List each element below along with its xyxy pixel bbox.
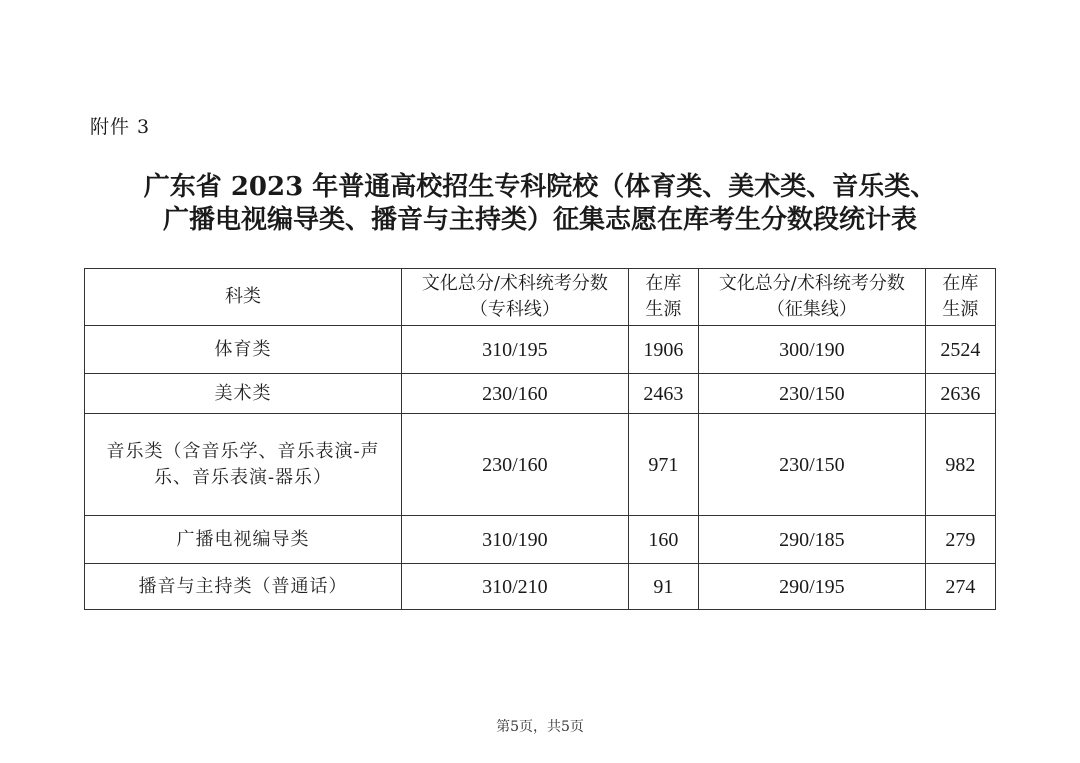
table-row — [85, 414, 996, 516]
pool-count-cell: 2636 — [925, 374, 995, 414]
pool-count-cell: 160 — [628, 516, 698, 564]
zhengji-score-cell: 230/150 — [698, 414, 925, 516]
header-pool-zhengji: 在库 生源 — [925, 269, 995, 326]
document-title-line-2: 广播电视编导类、播音与主持类）征集志愿在库考生分数段统计表 — [162, 205, 917, 235]
zhengji-score-cell: 300/190 — [698, 326, 925, 374]
zhengji-score-cell: 290/195 — [698, 564, 925, 610]
table-row — [85, 326, 996, 374]
pool-count-cell: 2524 — [925, 326, 995, 374]
header-zhuanke-line: 文化总分/术科统考分数 （专科线） — [402, 269, 629, 326]
table-header-row — [85, 269, 996, 326]
pool-count-cell: 2463 — [628, 374, 698, 414]
table-row — [85, 516, 996, 564]
pool-count-cell: 274 — [925, 564, 995, 610]
table-row — [85, 374, 996, 414]
table-row — [85, 564, 996, 610]
category-cell: 播音与主持类（普通话） — [85, 564, 402, 610]
zhengji-score-cell: 290/185 — [698, 516, 925, 564]
header-category: 科类 — [85, 269, 402, 326]
attachment-label: 附件 3 — [90, 116, 151, 138]
pool-count-cell: 971 — [628, 414, 698, 516]
pool-count-cell: 1906 — [628, 326, 698, 374]
zhuanke-score-cell: 310/195 — [402, 326, 629, 374]
zhuanke-score-cell: 230/160 — [402, 414, 629, 516]
category-cell: 音乐类（含音乐学、音乐表演-声 乐、音乐表演-器乐） — [85, 414, 402, 516]
pool-count-cell: 982 — [925, 414, 995, 516]
header-zhengji-line: 文化总分/术科统考分数 （征集线） — [698, 269, 925, 326]
zhuanke-score-cell: 230/160 — [402, 374, 629, 414]
document-title-line-1: 广东省 2023 年普通高校招生专科院校（体育类、美术类、音乐类、 — [143, 172, 937, 202]
header-pool-zhuanke: 在库 生源 — [628, 269, 698, 326]
pool-count-cell: 91 — [628, 564, 698, 610]
page-number-footer: 第5页，共5页 — [496, 719, 584, 735]
pool-count-cell: 279 — [925, 516, 995, 564]
category-cell: 美术类 — [85, 374, 402, 414]
zhuanke-score-cell: 310/210 — [402, 564, 629, 610]
score-statistics-table — [84, 268, 996, 610]
zhengji-score-cell: 230/150 — [698, 374, 925, 414]
category-cell: 体育类 — [85, 326, 402, 374]
category-cell: 广播电视编导类 — [85, 516, 402, 564]
zhuanke-score-cell: 310/190 — [402, 516, 629, 564]
